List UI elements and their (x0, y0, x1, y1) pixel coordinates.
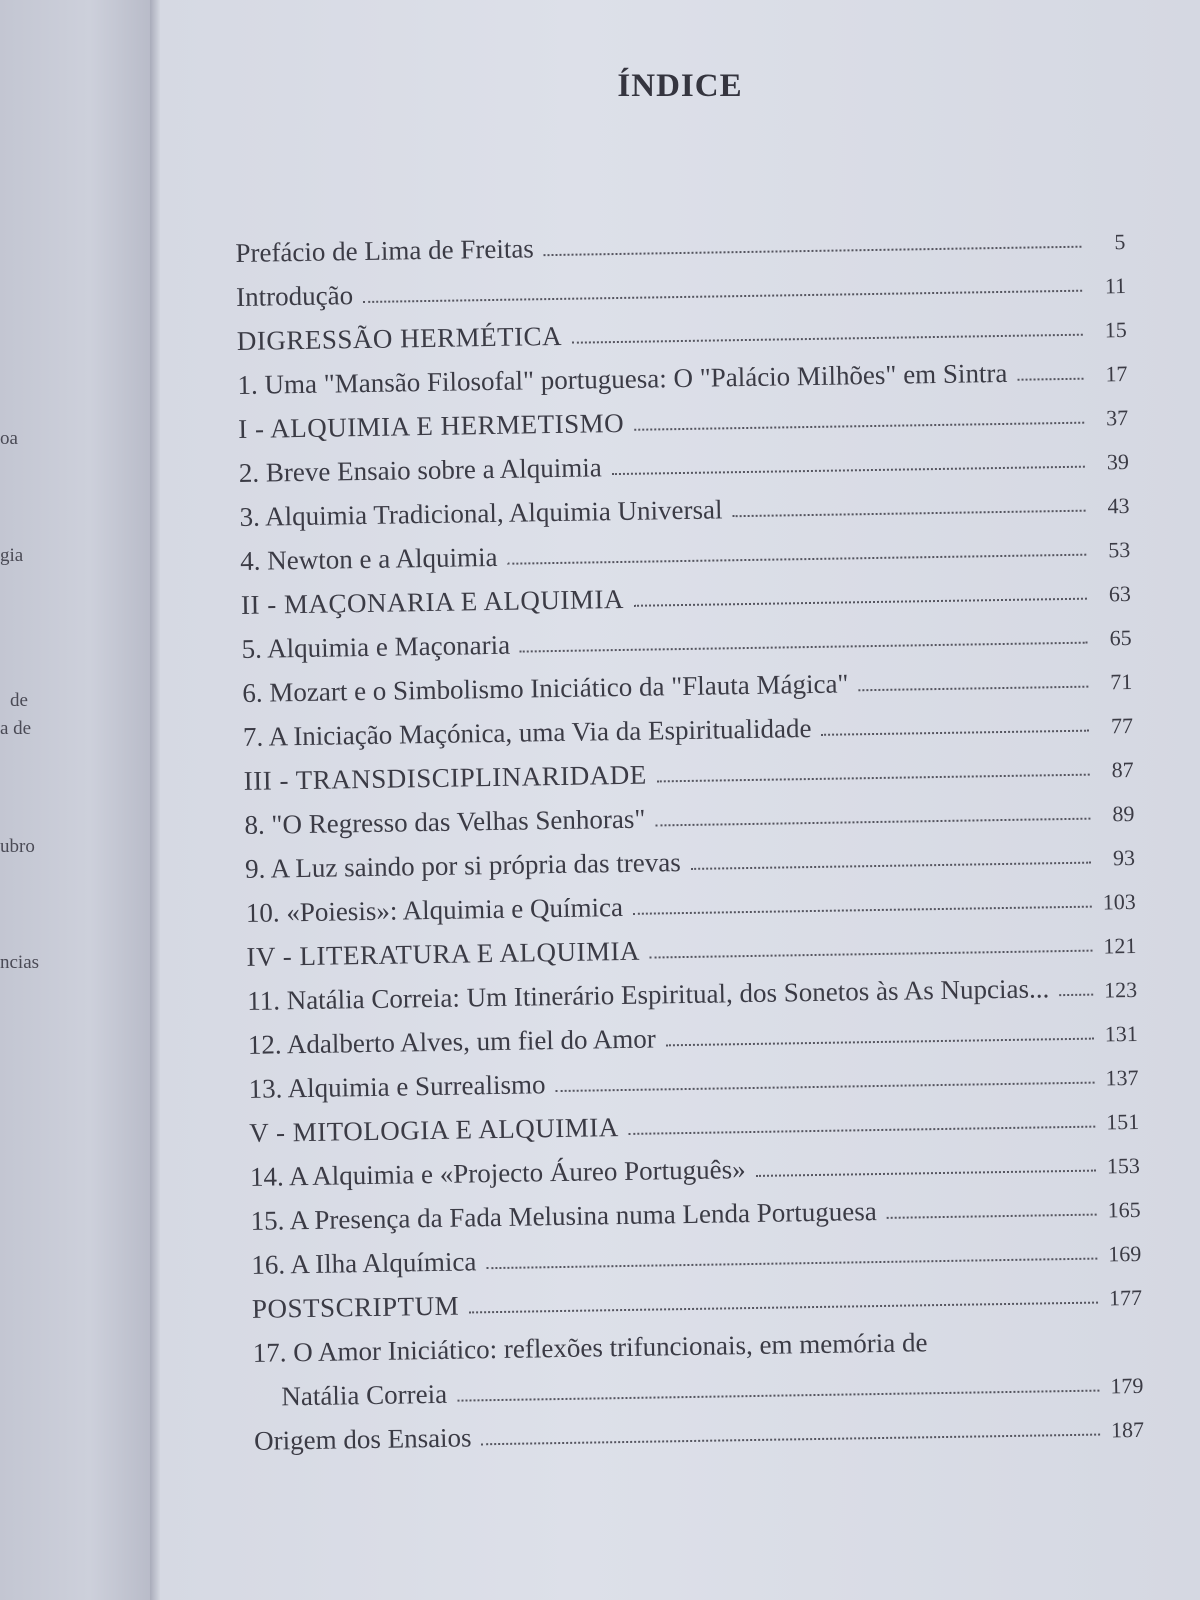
toc-entry-label: 14. A Alquimia e «Projecto Áureo Português» (249, 1154, 746, 1192)
toc-entry-page: 131 (1104, 1020, 1139, 1047)
toc-entry-label: 13. Alquimia e Surrealismo (248, 1069, 546, 1104)
toc-entry-label: 10. «Poiesis»: Alquimia e Química (245, 891, 624, 928)
dot-leader (938, 1348, 1099, 1351)
toc-entry-page: 103 (1102, 888, 1136, 915)
toc-entry-label: Origem dos Ensaios (253, 1422, 472, 1456)
toc-entry-page: 179 (1110, 1372, 1144, 1399)
dot-leader (655, 818, 1090, 827)
toc-entry-label: Prefácio de Lima de Freitas (235, 233, 535, 268)
toc-entry-page: 71 (1110, 668, 1133, 695)
dot-leader (887, 1214, 1097, 1219)
left-page-fragment: ncias (0, 952, 40, 973)
dot-leader (486, 1258, 1097, 1270)
dot-leader (572, 334, 1083, 344)
toc-entry-label: 12. Adalberto Alves, um fiel do Amor (247, 1023, 657, 1060)
toc-entry-page: 5 (1114, 229, 1126, 255)
toc-entry-label: 11. Natália Correia: Um Itinerário Espiritual, dos Sonetos às As Nupcias... (246, 973, 1050, 1016)
toc-entry-label: 9. A Luz saindo por si própria das trevas (244, 847, 681, 884)
toc-entry-label: Natália Correia (281, 1378, 448, 1412)
toc-entry-page: 87 (1111, 756, 1134, 783)
dot-leader (634, 598, 1087, 607)
dot-leader (508, 554, 1087, 565)
page-title: ÍNDICE (617, 68, 743, 104)
dot-leader (556, 1082, 1095, 1092)
dot-leader (469, 1302, 1098, 1314)
dot-leader (756, 1170, 1096, 1177)
toc-section-label: V - MITOLOGIA E ALQUIMIA (249, 1112, 619, 1148)
toc-entry-page: 187 (1110, 1416, 1145, 1443)
toc-section-label: III - TRANSDISCIPLINARIDADE (243, 759, 647, 796)
dot-leader (612, 466, 1085, 475)
toc-entry-label: 16. A Ilha Alquímica (251, 1246, 477, 1280)
toc-entry-page: 177 (1108, 1284, 1143, 1311)
toc-section-label: II - MAÇONARIA E ALQUIMIA (240, 583, 625, 620)
dot-leader (482, 1434, 1100, 1446)
dot-leader (691, 862, 1091, 870)
left-page-fragment: ubro (0, 836, 35, 857)
toc-entry-page: 65 (1109, 624, 1132, 651)
toc-entry-page: 11 (1104, 273, 1127, 299)
left-page-fragment: de (10, 690, 28, 711)
toc-entry-page: 93 (1112, 844, 1136, 871)
toc-section-label: POSTSCRIPTUM (251, 1290, 460, 1324)
dot-leader (822, 730, 1090, 736)
toc-entry-label: 4. Newton e a Alquimia (240, 541, 498, 576)
toc-entry-label: 5. Alquimia e Maçonaria (241, 629, 511, 664)
toc-entry-page: 17 (1105, 361, 1128, 387)
dot-leader (520, 642, 1088, 653)
toc-entry-label: 2. Breve Ensaio sobre a Alquimia (238, 452, 603, 488)
toc-entry-label: 15. A Presença da Fada Melusina numa Lenda Portuguesa (250, 1196, 877, 1236)
toc-entry-label: 8. "O Regresso das Velhas Senhoras" (244, 803, 646, 840)
toc-entry-page: 89 (1112, 800, 1135, 827)
dot-leader (629, 1126, 1095, 1135)
toc-entry-page: 137 (1105, 1064, 1139, 1091)
toc-section-label: IV - LITERATURA E ALQUIMIA (246, 935, 641, 972)
left-page (0, 0, 150, 1600)
toc-entry-label: Introdução (235, 280, 354, 312)
toc-entry-page: 169 (1108, 1240, 1142, 1267)
toc-entry-page: 63 (1108, 580, 1132, 607)
toc-entry-page: 53 (1108, 536, 1131, 563)
toc-entry-page: 165 (1107, 1196, 1141, 1223)
toc-entry-label: 6. Mozart e o Simbolismo Iniciático da "Flauta Mágica" (242, 668, 849, 708)
dot-leader (457, 1390, 1099, 1402)
toc-entry-label: 3. Alquimia Tradicional, Alquimia Universal (239, 494, 723, 532)
toc-entry-page: 151 (1105, 1108, 1140, 1135)
toc-entry-label: 1. Uma "Mansão Filosofal" portuguesa: O "Palácio Milhões" em Sintra (237, 357, 1008, 400)
toc-entry-label: 17. O Amor Iniciático: reflexões trifuncionais, em memória de (252, 1327, 928, 1368)
dot-leader (544, 246, 1082, 256)
toc-entry-page: 43 (1107, 492, 1130, 519)
dot-leader (633, 906, 1092, 915)
dot-leader (859, 686, 1089, 692)
dot-leader (733, 510, 1086, 518)
table-of-contents (235, 211, 1144, 1457)
toc-entry-page: 39 (1106, 448, 1130, 475)
toc-entry-page: 123 (1103, 976, 1138, 1003)
left-page-fragment: oa (0, 428, 18, 449)
toc-entry-page: 15 (1104, 317, 1127, 343)
dot-leader (1059, 994, 1093, 997)
toc-section-label: DIGRESSÃO HERMÉTICA (236, 320, 563, 356)
dot-leader (634, 422, 1084, 431)
dot-leader (1017, 378, 1083, 381)
toc-entry-page: 153 (1106, 1152, 1141, 1179)
toc-section-label: I - ALQUIMIA E HERMETISMO (237, 407, 625, 444)
dot-leader (650, 950, 1093, 959)
toc-entry-page: 37 (1105, 404, 1129, 431)
book-gutter (150, 0, 160, 1600)
toc-entry-page: 121 (1103, 932, 1137, 959)
toc-entry-page: 77 (1110, 712, 1134, 739)
left-page-fragment: a de (0, 718, 32, 739)
right-page (160, 0, 1200, 1600)
dot-leader (657, 774, 1090, 783)
toc-entry-label: 7. A Iniciação Maçónica, uma Via da Espiritualidade (242, 713, 812, 752)
dot-leader (666, 1038, 1094, 1047)
left-page-fragment: gia (0, 545, 24, 566)
